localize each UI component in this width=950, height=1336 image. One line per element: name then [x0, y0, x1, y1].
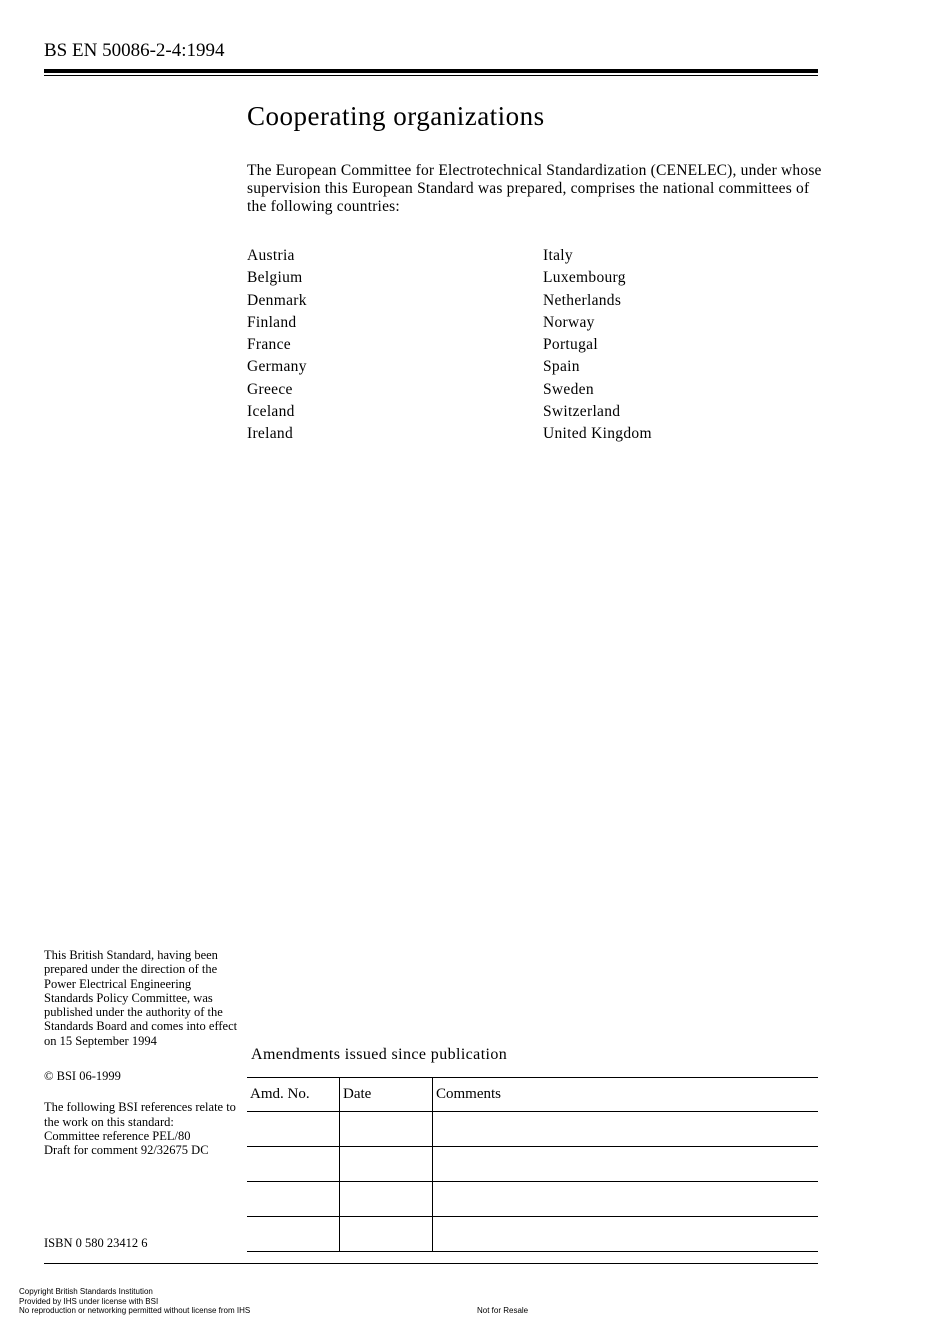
footer-line-2: Provided by IHS under license with BSI — [19, 1296, 159, 1306]
amendment-cell — [247, 1182, 340, 1217]
country-left-2: Denmark — [247, 291, 307, 309]
page-title: Cooperating organizations — [247, 101, 545, 131]
country-list-right — [543, 245, 652, 446]
amendment-row — [247, 1112, 818, 1147]
isbn: ISBN 0 580 23412 6 — [44, 1236, 148, 1250]
country-right-8: United Kingdom — [543, 425, 652, 443]
country-right-4: Portugal — [543, 336, 598, 354]
country-left-7: Iceland — [247, 403, 295, 421]
country-right-2: Netherlands — [543, 291, 622, 309]
header-amd-no: Amd. No. — [247, 1078, 340, 1112]
bottom-rule — [44, 1263, 818, 1264]
bsi-references-intro: The following BSI references relate to the work on this standard: — [44, 1100, 236, 1129]
country-left-0: Austria — [247, 247, 295, 264]
amendment-cell — [433, 1217, 819, 1252]
country-left-8: Ireland — [247, 425, 293, 443]
country-right-1: Luxembourg — [543, 269, 626, 287]
sidebar-info — [44, 948, 239, 1250]
country-left-1: Belgium — [247, 269, 303, 287]
document-id: BS EN 50086-2-4:1994 — [44, 40, 225, 61]
intro-paragraph: The European Committee for Electrotechnical Standardization (CENELEC), under whose supervision this European Standard was prepared, comprises the national committees of the following countries: — [247, 162, 822, 215]
amendment-cell — [247, 1147, 340, 1182]
amendments-title: Amendments issued since publication — [251, 1046, 508, 1063]
country-right-5: Spain — [543, 358, 580, 376]
amendment-row — [247, 1217, 818, 1252]
amendment-row — [247, 1147, 818, 1182]
amendment-cell — [340, 1217, 433, 1252]
draft-reference: Draft for comment 92/32675 DC — [44, 1143, 209, 1158]
country-left-4: France — [247, 336, 291, 354]
header-rule-thin — [44, 75, 818, 76]
footer-line-3: No reproduction or networking permitted without license from IHS — [19, 1306, 251, 1315]
footer-license — [19, 1287, 250, 1316]
country-right-0: Italy — [543, 247, 573, 264]
country-right-6: Sweden — [543, 380, 594, 398]
amendments-table — [247, 1077, 818, 1252]
prepared-statement: This British Standard, having been prepared under the direction of the Power Electrical Engineering Standards Policy Committee, was published under the authority of the Standards Board and comes into effect on 15 September 1994 — [44, 948, 238, 1048]
country-right-7: Switzerland — [543, 403, 621, 421]
amendment-cell — [340, 1112, 433, 1147]
amendments-header-row — [247, 1078, 818, 1112]
amendment-cell — [247, 1112, 340, 1147]
copyright-notice: © BSI 06-1999 — [44, 1069, 121, 1084]
amendment-row — [247, 1182, 818, 1217]
country-left-5: Germany — [247, 358, 307, 376]
amendment-cell — [340, 1147, 433, 1182]
country-right-3: Norway — [543, 313, 595, 331]
amendment-cell — [433, 1147, 819, 1182]
country-left-3: Finland — [247, 313, 297, 331]
country-left-6: Greece — [247, 380, 293, 398]
committee-reference: Committee reference PEL/80 — [44, 1128, 191, 1143]
header-date: Date — [340, 1078, 433, 1112]
footer-not-for-resale: Not for Resale — [477, 1306, 529, 1315]
country-list-left — [247, 245, 307, 446]
header-rule-thick — [44, 69, 818, 73]
footer-line-1: Copyright British Standards Institution — [19, 1287, 153, 1296]
amendment-cell — [433, 1182, 819, 1217]
header-comments: Comments — [433, 1078, 819, 1112]
amendment-cell — [433, 1112, 819, 1147]
amendment-cell — [340, 1182, 433, 1217]
amendment-cell — [247, 1217, 340, 1252]
